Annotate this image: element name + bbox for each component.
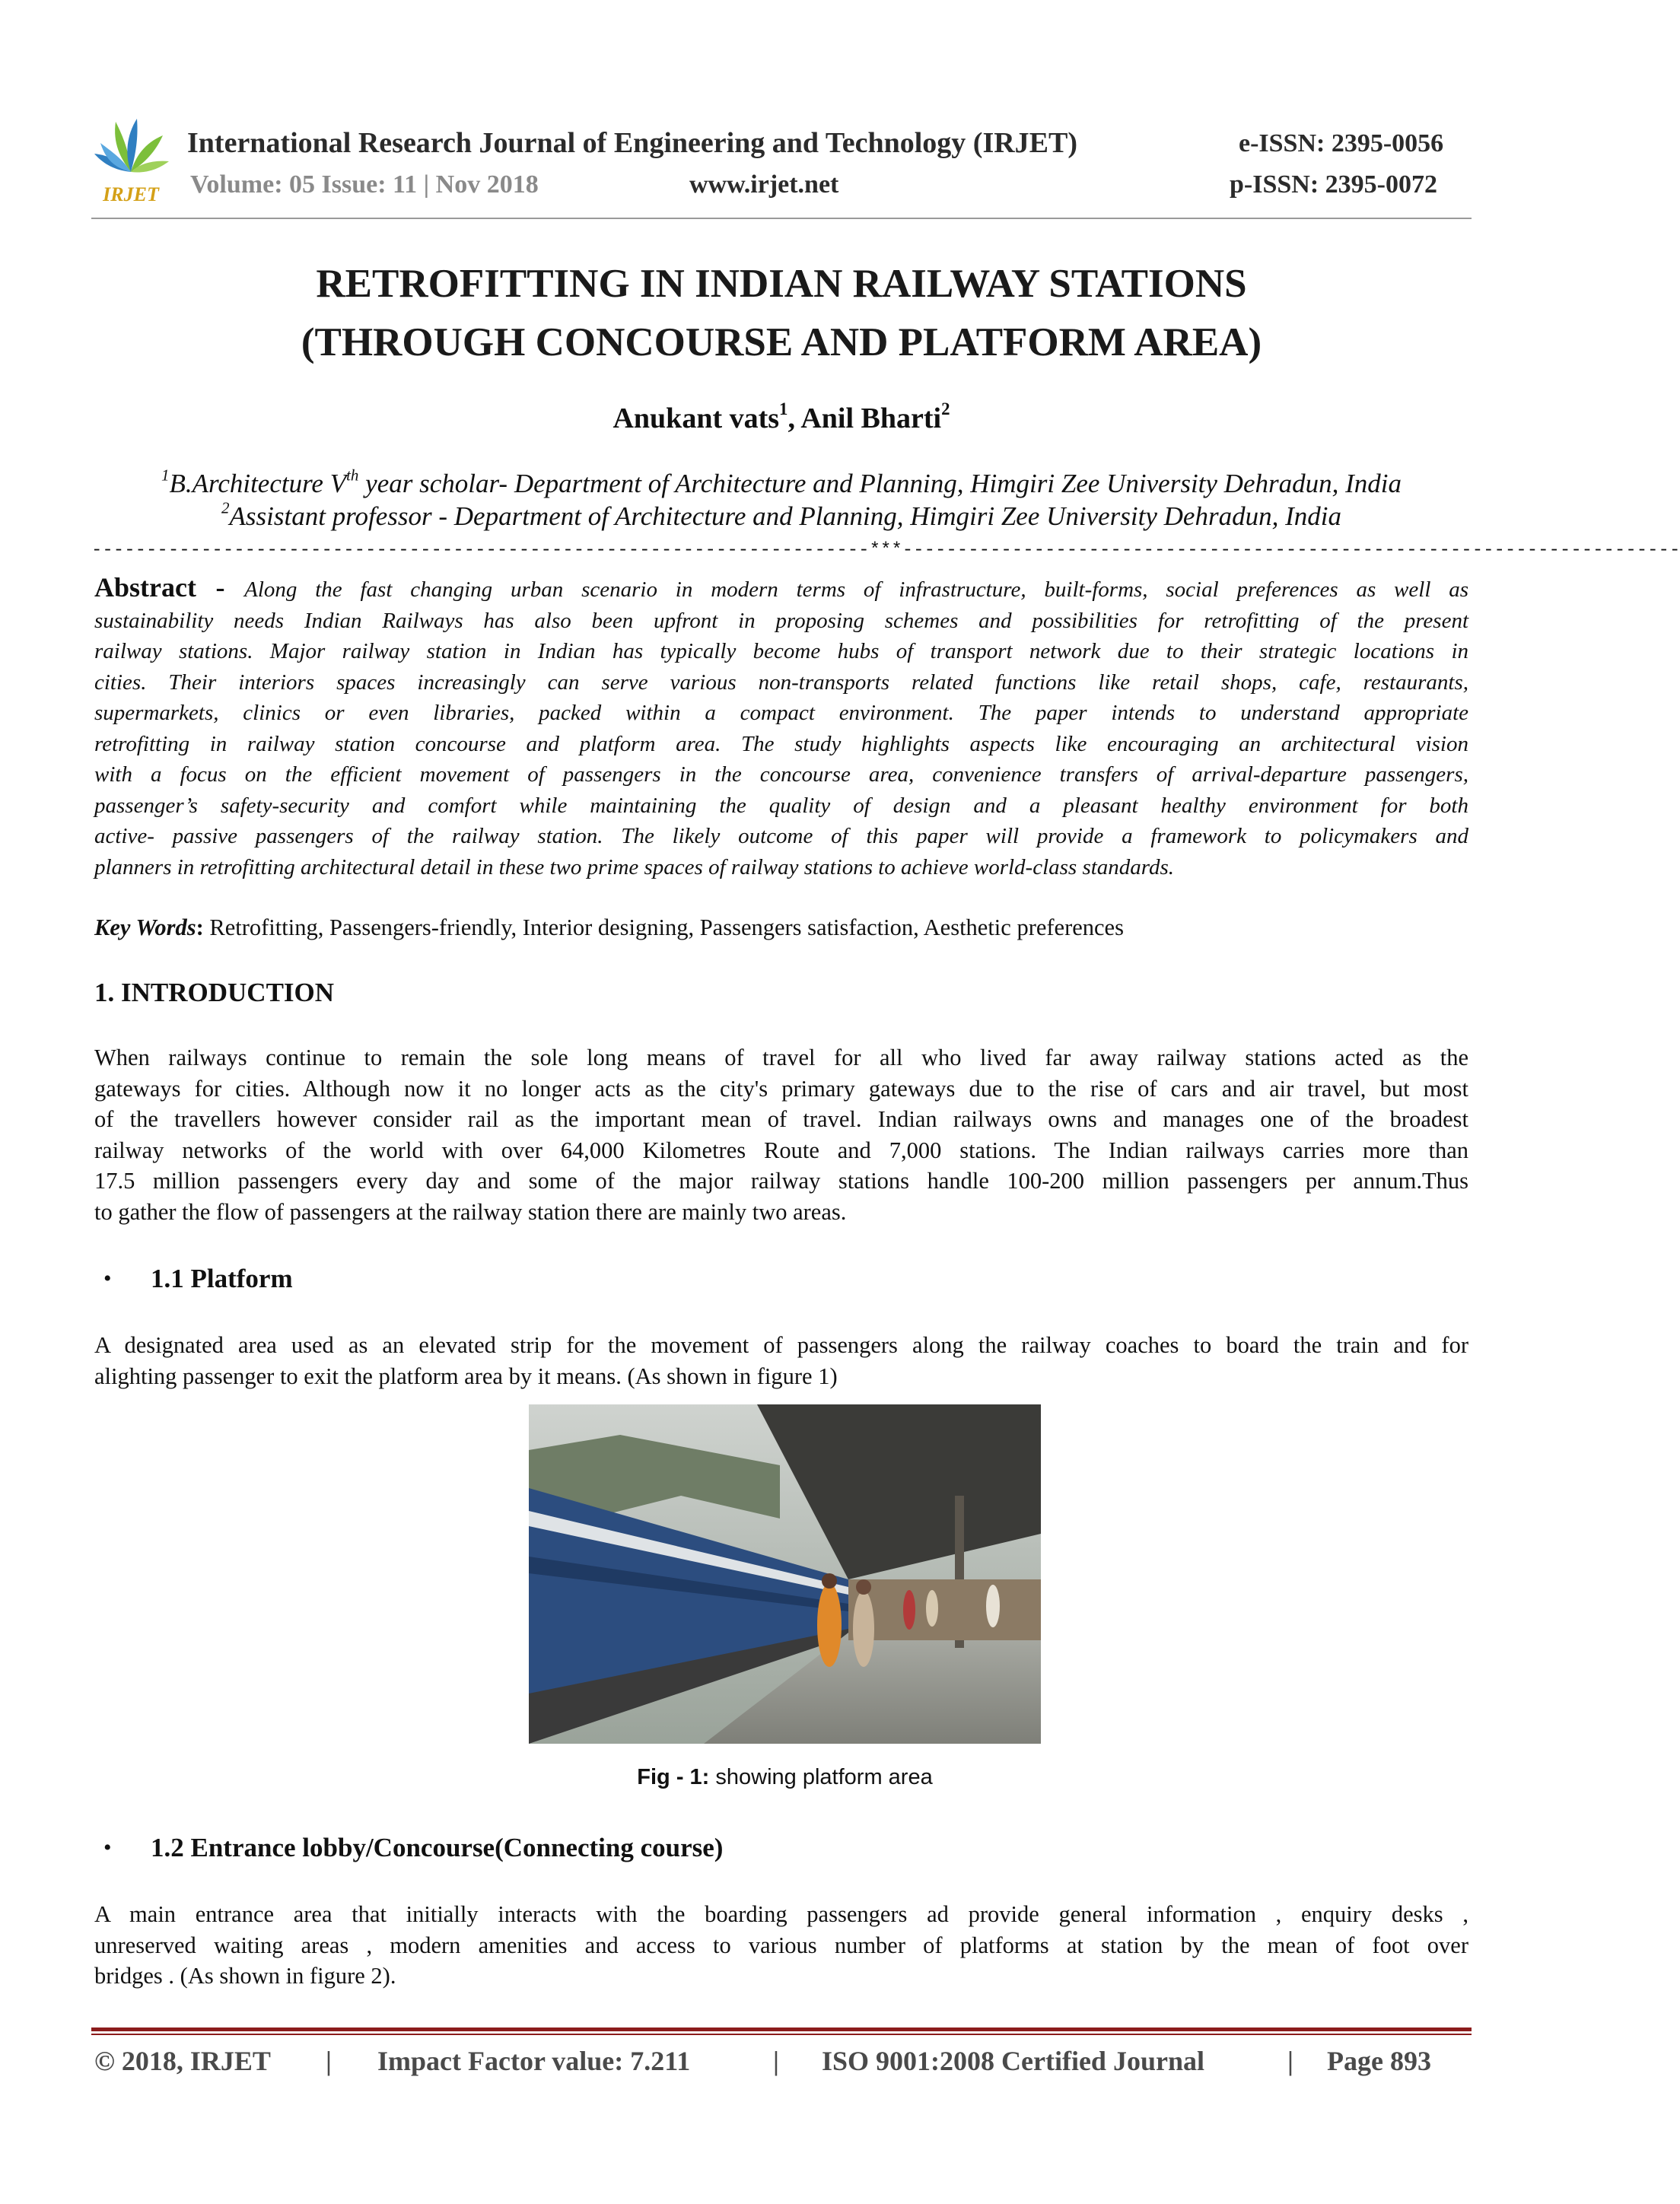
subsection-heading-concourse: 1.2 Entrance lobby/Concourse(Connecting course) <box>151 1833 724 1862</box>
irjet-logo <box>90 113 172 205</box>
keywords <box>94 914 1124 941</box>
paragraph-line: of the travellers however consider rail as the important mean of travel. Indian railways owns and manages one of the broadest <box>94 1106 1468 1132</box>
paragraph-line: 17.5 million passengers every day and some of the major railway stations handle 100-200 million passengers per annum.Thus <box>94 1168 1468 1194</box>
keywords-label: Key Words <box>94 914 196 940</box>
footer-divider <box>91 2027 1472 2031</box>
section-separator: -----------------------------------------------------------------------***----------------------------------------------------------------------- <box>91 540 1680 561</box>
paragraph-line: When railways continue to remain the sole long means of travel for all who lived far away railway stations acted as the <box>94 1045 1468 1070</box>
abstract-line: active- passive passengers of the railway station. The likely outcome of this paper will provide a framework to policymakers and <box>94 824 1468 848</box>
author-2: Anil Bharti <box>800 402 942 434</box>
bullet: • <box>103 1266 112 1291</box>
keywords-text: Retrofitting, Passengers-friendly, Interior designing, Passengers satisfaction, Aesthetic preferences <box>203 914 1124 940</box>
figure-1-caption-label: Fig - 1: <box>637 1765 710 1789</box>
footer-separator: | <box>773 2046 779 2076</box>
header-divider <box>91 218 1472 219</box>
footer-separator: | <box>1287 2046 1293 2076</box>
figure-1-caption <box>529 1765 1041 1790</box>
journal-website-link[interactable]: www.irjet.net <box>689 170 839 199</box>
abstract-line: retrofitting in railway station concourse and platform area. The study highlights aspects like encouraging an architectural vision <box>94 731 1468 756</box>
affiliation-1-part-b: year scholar- Department of Architecture and Planning, Himgiri Zee University Dehradun, India <box>358 469 1402 498</box>
logo-text: IRJET <box>103 183 159 205</box>
abstract-line: with a focus on the efficient movement of passengers in the concourse area, convenience transfers of arrival-departure passengers, <box>94 762 1468 787</box>
e-issn: e-ISSN: 2395-0056 <box>1239 129 1444 157</box>
section-heading-introduction: 1. INTRODUCTION <box>94 978 335 1007</box>
affiliation-2-text: Assistant professor - Department of Architecture and Planning, Himgiri Zee University Dehradun, India <box>229 501 1341 531</box>
footer-copyright: © 2018, IRJET <box>94 2046 271 2076</box>
abstract <box>94 572 1468 883</box>
author-separator: , <box>788 402 801 434</box>
footer-divider-thin <box>91 2034 1472 2035</box>
paragraph-line: bridges . (As shown in figure 2). <box>94 1963 396 1989</box>
paper-title-line-1: RETROFITTING IN INDIAN RAILWAY STATIONS <box>316 262 1247 306</box>
author-list <box>91 399 1472 435</box>
paragraph-line: A main entrance area that initially interacts with the boarding passengers ad provide general information , enquiry desks , <box>94 1901 1468 1927</box>
author-2-marker: 2 <box>941 399 950 418</box>
paragraph-line: railway networks of the world with over 64,000 Kilometres Route and 7,000 stations. The Indian railways carries more than <box>94 1137 1468 1163</box>
author-1: Anukant vats <box>612 402 780 434</box>
abstract-line: sustainability needs Indian Railways has also been upfront in proposing schemes and possibilities for retrofitting of the present <box>94 608 1468 633</box>
author-1-marker: 1 <box>779 399 788 418</box>
abstract-line: supermarkets, clinics or even libraries, packed within a compact environment. The paper intends to understand appropriate <box>94 701 1468 725</box>
footer-iso: ISO 9001:2008 Certified Journal <box>822 2046 1204 2076</box>
paragraph-line: to gather the flow of passengers at the railway station there are mainly two areas. <box>94 1198 847 1225</box>
concourse-paragraph <box>94 1899 1468 1992</box>
paragraph-line: unreserved waiting areas , modern amenities and access to various number of platforms at station by the mean of foot over <box>94 1932 1468 1958</box>
paragraph-line: alighting passenger to exit the platform area by it means. (As shown in figure 1) <box>94 1363 838 1389</box>
footer-separator: | <box>326 2046 332 2076</box>
abstract-heading: Abstract - <box>94 572 245 603</box>
p-issn: p-ISSN: 2395-0072 <box>1230 170 1437 199</box>
paper-title-line-2: (THROUGH CONCOURSE AND PLATFORM AREA) <box>301 320 1262 364</box>
introduction-paragraph <box>94 1042 1468 1227</box>
bullet: • <box>103 1835 112 1860</box>
paragraph-line: gateways for cities. Although now it no longer acts as the city's primary gateways due to the rise of cars and air travel, but most <box>94 1075 1468 1102</box>
subsection-heading-platform: 1.1 Platform <box>151 1264 293 1293</box>
abstract-line: railway stations. Major railway station in Indian has typically become hubs of transport network due to their strategic locations in <box>94 639 1468 663</box>
affiliation-1-part-a: B.Architecture V <box>169 469 347 498</box>
paragraph-line: A designated area used as an elevated strip for the movement of passengers along the railway coaches to board the train and for <box>94 1332 1468 1358</box>
affiliation-1-marker: 1 <box>161 466 170 485</box>
figure-1-caption-text: showing platform area <box>709 1765 933 1789</box>
keywords-colon: : <box>196 914 204 940</box>
abstract-line: planners in retrofitting architectural detail in these two prime spaces of railway stations to achieve world-class standards. <box>94 854 1175 879</box>
footer-page-number: Page 893 <box>1327 2046 1431 2076</box>
platform-photo <box>529 1404 1041 1744</box>
abstract-line: passenger’s safety-security and comfort while maintaining the quality of design and a pleasant healthy environment for both <box>94 793 1468 818</box>
platform-paragraph <box>94 1330 1468 1391</box>
footer-impact-factor: Impact Factor value: 7.211 <box>377 2046 691 2076</box>
abstract-line: cities. Their interiors spaces increasingly can serve various non-transports related functions like retail shops, cafe, restaurants, <box>94 669 1468 695</box>
journal-name: International Research Journal of Engineering and Technology (IRJET) <box>187 127 1078 159</box>
volume-issue: Volume: 05 Issue: 11 | Nov 2018 <box>190 170 539 199</box>
affiliation-1 <box>91 466 1472 499</box>
affiliation-2-marker: 2 <box>221 498 230 517</box>
abstract-line: Along the fast changing urban scenario in modern terms of infrastructure, built-forms, social preferences as well as <box>244 577 1469 602</box>
affiliation-2 <box>91 498 1472 532</box>
affiliation-1-ordinal: th <box>346 466 359 485</box>
